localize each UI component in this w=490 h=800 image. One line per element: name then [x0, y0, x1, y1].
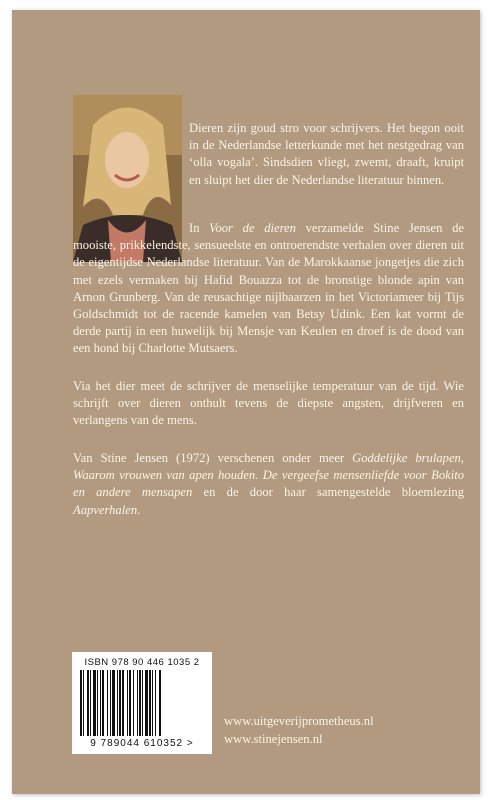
- p3-lead: Van Stine Jensen (1972) verschenen onder meer: [73, 451, 353, 465]
- url-author[interactable]: www.stinejensen.nl: [224, 732, 323, 746]
- p3-end: .: [137, 502, 141, 517]
- p2-text: Via het dier meet de schrijver de menselijke temperatuur van de tijd. Wie schrijft over dieren onthult tevens de diepste angsten, drijfveren en verlangens van de mens.: [73, 379, 464, 428]
- paragraph-temperature: [73, 378, 464, 430]
- book-title: Voor de dieren: [209, 221, 296, 235]
- isbn-barcode: [72, 652, 212, 754]
- p3-mid: en de door haar samengestelde bloemlezing: [192, 485, 464, 500]
- p1-lead: In: [189, 221, 210, 235]
- back-cover: [12, 10, 480, 794]
- intro-paragraph: [189, 120, 464, 189]
- book-aapverhalen: Aapverhalen: [73, 502, 138, 517]
- isbn-label: ISBN 978 90 446 1035 2: [84, 657, 200, 668]
- p1-body: verzamelde Stine Jensen de mooiste, prikkelendste, sensueelste en ontroerendste verhalen over dieren uit de eigentijdse Nederlandse literatuur. Van de Marokkaanse jongetjes die zich met ezels vermaken bij Hafid Bouazza tot de bronstige blonde apin van Arnon Grunberg. Van de reusachtige nijlbaarzen in het Victoriameer bij Tijs Goldschmidt tot de racende kamelen van Betsy Udink. Een kat vormt de derde partij in een huwelijk bij Mensje van Keulen en droef is de dood van een hond bij Charlotte Mutsaers.: [73, 221, 464, 356]
- url-publisher[interactable]: www.uitgeverijprometheus.nl: [224, 714, 374, 728]
- paragraph-author-bio: [73, 450, 464, 519]
- paragraph-anthology: [73, 220, 464, 358]
- barcode-digits: 9 789044 610352 >: [90, 738, 194, 749]
- barcode-bars: [80, 670, 204, 736]
- book-list: Goddelijke brulapen, Waarom vrouwen van apen houden. De vergeefse mensenliefde voor Bokito en andere mensapen: [73, 451, 464, 500]
- website-links: [224, 712, 374, 748]
- intro-text: Dieren zijn goud stro voor schrijvers. Het begon ooit in de Nederlandse letterkunde met het nestgedrag van ‘olla vogala’. Sindsdien vliegt, zwemt, draaft, kruipt en sluipt het dier de Nederlandse literatuur binnen.: [189, 121, 464, 187]
